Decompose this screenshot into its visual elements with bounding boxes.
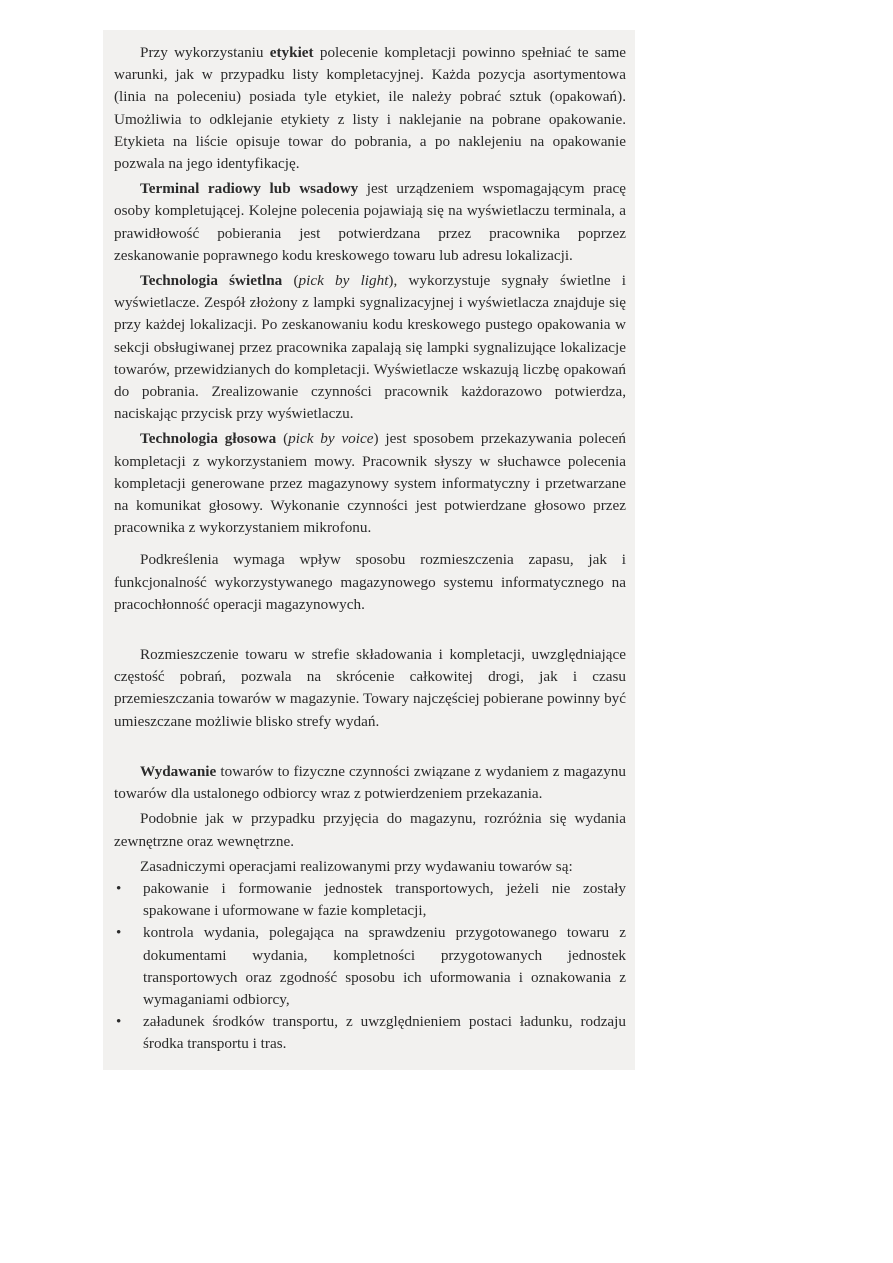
term-pick-by-light: pick by light xyxy=(298,272,389,290)
list-item: • załadunek środków transportu, z uwzględnieniem postaci ładunku, rodzaju środka transportu i tras. xyxy=(116,1013,626,1053)
paragraph-pick-by-voice: Technologia głosowa (pick by voice) jest sposobem przekazywania poleceń kompletacji z wykorzystaniem mowy. Pracownik słyszy w słuchawce polecenia kompletacji generowane przez magazynowy system informatyczny i przetwarzane na komunikat głosowy. Wykonanie czynności jest potwierdzane głosowo przez pracownika z wykorzystaniem mikrofonu. xyxy=(114,430,627,537)
paragraph-podobnie: Podobnie jak w przypadku przyjęcia do magazynu, rozróżnia się wydania zewnętrzne oraz wewnętrzne. xyxy=(114,810,626,850)
paragraph-etykiety: Przy wykorzystaniu etykiet polecenie kompletacji powinno spełniać te same warunki, jak w przypadku listy kompletacyjnej. Każda pozycja asortymentowa (linia na poleceniu) posiada tyle etykiet, ile należy pobrać sztuk (opakowań). Umożliwia to odklejanie etykiety z listy i naklejanie na pobrane opakowanie. Etykieta na liście opisuje towar do pobrania, a po naklejeniu na opakowanie pozwala na jego identyfikację. xyxy=(114,44,627,173)
paragraph-pick-by-light: Technologia świetlna (pick by light), wykorzystuje sygnały świetlne i wyświetlacze. Zespół złożony z lampki sygnalizacyjnej i wyświetlacza znajduje się przy każdej lokalizacji. Po zeskanowaniu kodu kreskowego pustego opakowania w sekcji obsługiwanej przez pracownika zapalają się lampki sygnalizujące lokalizacje towarów, przewidzianych do kompletacji. Wyświetlacze wskazują liczbę opakowań do pobrania. Zrealizowanie czynności pracownik każdorazowo potwierdza, naciskając przycisk przy wyświetlaczu. xyxy=(114,272,626,423)
paragraph-rozmieszczenie: Rozmieszczenie towaru w strefie składowania i kompletacji, uwzględniające częstość pobrań, pozwala na skrócenie całkowitej drogi, jak i czasu przemieszczania towarów w magazynie. Towary najczęściej pobierane powinny być umieszczane możliwie blisko strefy wydań. xyxy=(114,646,626,730)
document-body xyxy=(114,42,626,1056)
term-wydawanie: Wydawanie xyxy=(140,762,217,780)
paragraph-wydawanie: Wydawanie towarów to fizyczne czynności związane z wydaniem z magazynu towarów dla ustalonego odbiorcy wraz z potwierdzeniem przekazania. xyxy=(114,762,626,803)
bullet-icon: • xyxy=(116,1013,122,1031)
bullet-icon: • xyxy=(116,879,122,897)
paragraph-podkreslenia: Podkreślenia wymaga wpływ sposobu rozmieszczenia zapasu, jak i funkcjonalność wykorzystywanego magazynowego systemu informatycznego na pracochłonność operacji magazynowych. xyxy=(114,551,626,613)
paragraph-terminal: Terminal radiowy lub wsadowy jest urządzeniem wspomagającym pracę osoby kompletującej. Kolejne polecenia pojawiają się na wyświetlaczu terminala, a prawidłowość pobierania jest potwierdzana przez pracownika poprzez zeskanowanie poprawnego kodu kreskowego towaru lub adresu lokalizacji. xyxy=(114,180,626,264)
term-pick-by-voice: pick by voice xyxy=(288,430,374,448)
term-terminal: Terminal radiowy lub wsadowy xyxy=(140,180,359,198)
term-etykiet: etykiet xyxy=(269,44,314,61)
paragraph-zasadnicze-operacje: Zasadniczymi operacjami realizowanymi przy wydawaniu towarów są: xyxy=(140,857,573,875)
term-technologia-swietlna: Technologia świetlna xyxy=(140,272,283,290)
list-item: • kontrola wydania, polegająca na sprawdzeniu przygotowanego towaru z dokumentami wydania, kompletności przygotowanych jednostek transportowych oraz zgodność sposobu ich uformowania i oznakowania z wymaganiami odbiorcy, xyxy=(116,924,626,1008)
bullet-icon: • xyxy=(116,924,122,942)
operations-list xyxy=(114,878,626,1056)
term-technologia-glosowa: Technologia głosowa xyxy=(140,430,277,448)
list-item: • pakowanie i formowanie jednostek transportowych, jeżeli nie zostały spakowane i uformowane w fazie kompletacji, xyxy=(116,879,626,920)
